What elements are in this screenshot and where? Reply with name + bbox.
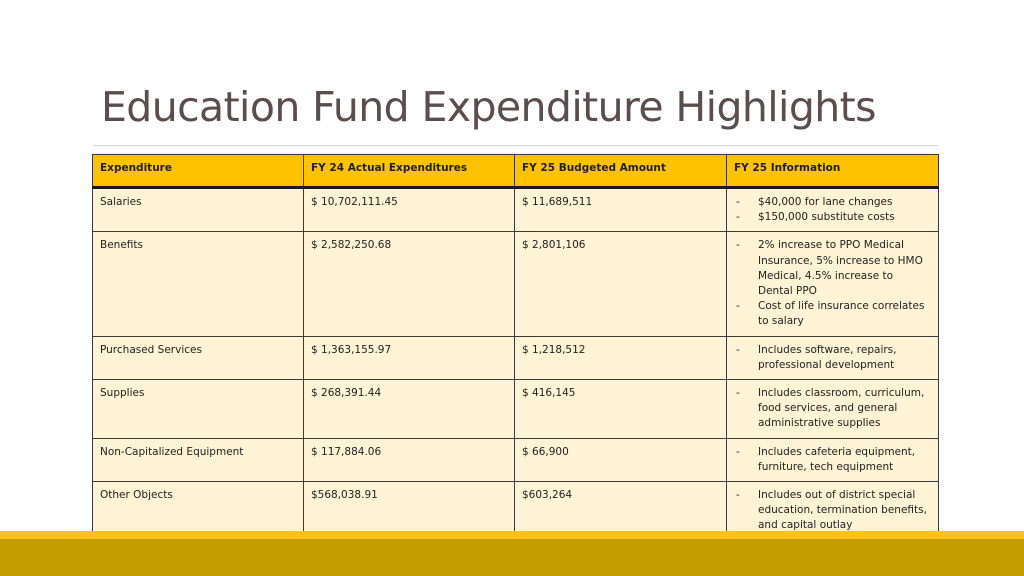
cell-fy25-information (727, 438, 939, 481)
info-item (734, 343, 931, 373)
table-row (93, 188, 939, 232)
header-fy25-information: FY 25 Information (727, 155, 939, 188)
info-item (734, 299, 931, 329)
info-text: Includes out of district special education, termination benefits, and capital outlay (758, 489, 927, 532)
dash-marker: - (736, 196, 740, 208)
info-item (734, 195, 931, 210)
cell-fy25-information (727, 232, 939, 336)
info-text: Includes classroom, curriculum, food services, and general administrative supplies (758, 387, 925, 430)
table-row (93, 232, 939, 336)
cell-expenditure: Purchased Services (93, 336, 304, 379)
info-text: Cost of life insurance correlates to salary (758, 300, 925, 328)
cell-fy25-budget: $603,264 (515, 482, 727, 541)
cell-expenditure: Other Objects (93, 482, 304, 541)
cell-expenditure: Salaries (93, 188, 304, 232)
title-divider (93, 145, 938, 146)
table-row (93, 438, 939, 481)
cell-expenditure: Supplies (93, 380, 304, 439)
table-header-row (93, 155, 939, 188)
info-list (734, 238, 931, 329)
cell-fy24-actual: $ 117,884.06 (304, 438, 515, 481)
slide-title: Education Fund Expenditure Highlights (101, 83, 876, 131)
dash-marker: - (736, 239, 740, 252)
info-list (734, 386, 931, 432)
table-row (93, 336, 939, 379)
dash-marker: - (736, 387, 740, 400)
footer-accent-stripe (0, 531, 1024, 539)
info-item (734, 488, 931, 534)
info-item (734, 445, 931, 475)
cell-fy24-actual: $ 2,582,250.68 (304, 232, 515, 336)
info-list (734, 195, 931, 225)
cell-fy25-budget: $ 2,801,106 (515, 232, 727, 336)
header-fy24-actual: FY 24 Actual Expenditures (304, 155, 515, 188)
header-expenditure: Expenditure (93, 155, 304, 188)
dash-marker: - (736, 300, 740, 313)
info-item (734, 238, 931, 299)
cell-fy25-budget: $ 11,689,511 (515, 188, 727, 232)
table-row (93, 380, 939, 439)
info-text: $150,000 substitute costs (758, 211, 895, 224)
cell-fy24-actual: $ 1,363,155.97 (304, 336, 515, 379)
info-list (734, 343, 931, 373)
expenditure-table (92, 154, 939, 541)
cell-expenditure: Non-Capitalized Equipment (93, 438, 304, 481)
cell-fy25-budget: $ 416,145 (515, 380, 727, 439)
info-item (734, 210, 931, 225)
cell-fy24-actual: $ 10,702,111.45 (304, 188, 515, 232)
cell-fy25-budget: $ 66,900 (515, 438, 727, 481)
cell-fy25-budget: $ 1,218,512 (515, 336, 727, 379)
info-list (734, 445, 931, 475)
info-text: $40,000 for lane changes (758, 196, 893, 208)
footer-band (0, 539, 1024, 576)
info-text: Includes software, repairs, professional development (758, 343, 897, 371)
dash-marker: - (736, 343, 740, 356)
cell-fy25-information (727, 336, 939, 379)
cell-expenditure: Benefits (93, 232, 304, 336)
dash-marker: - (736, 211, 740, 224)
cell-fy25-information (727, 188, 939, 232)
dash-marker: - (736, 489, 740, 502)
info-item (734, 386, 931, 432)
cell-fy25-information (727, 380, 939, 439)
info-text: Includes cafeteria equipment, furniture, tech equipment (758, 445, 916, 473)
header-fy25-budget: FY 25 Budgeted Amount (515, 155, 727, 188)
info-list (734, 488, 931, 534)
cell-fy24-actual: $568,038.91 (304, 482, 515, 541)
info-text: 2% increase to PPO Medical Insurance, 5% increase to HMO Medical, 4.5% increase to Dental PPO (758, 239, 923, 298)
cell-fy24-actual: $ 268,391.44 (304, 380, 515, 439)
dash-marker: - (736, 445, 740, 458)
